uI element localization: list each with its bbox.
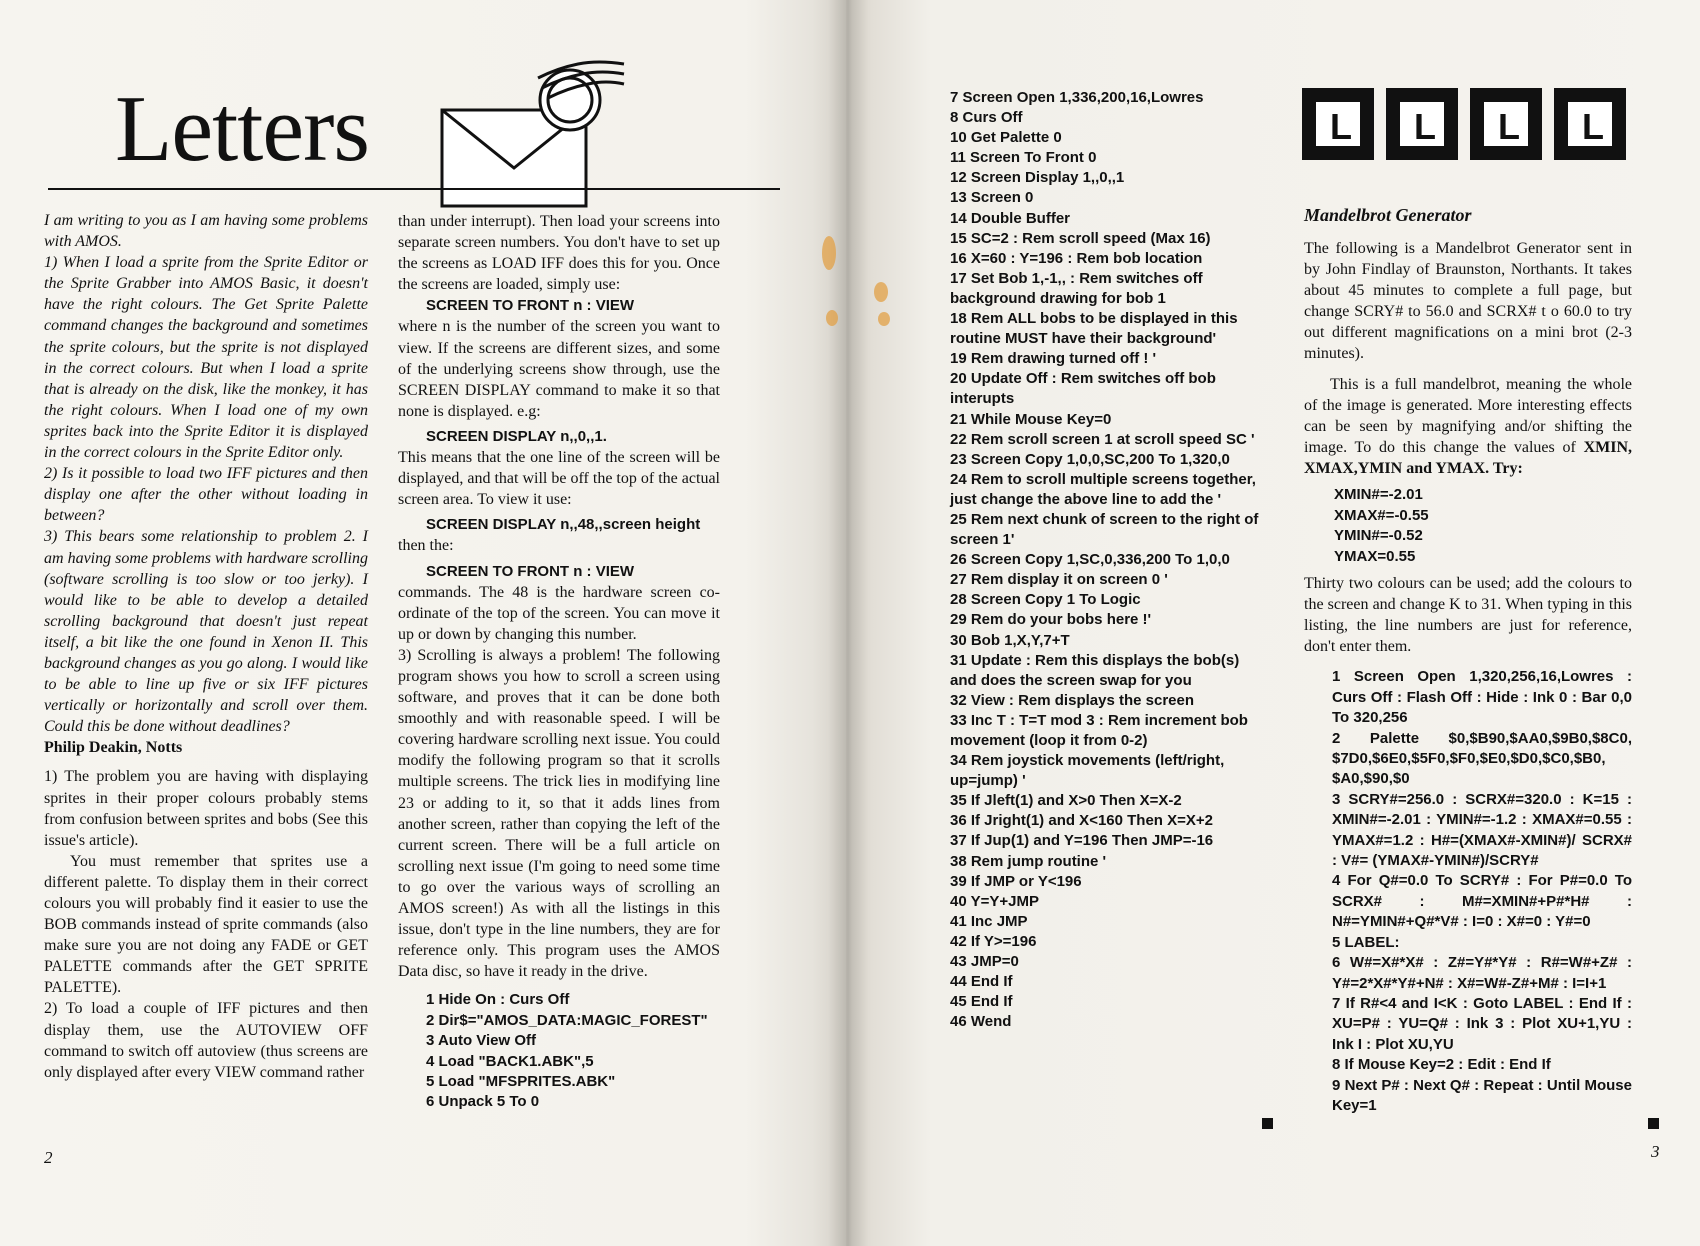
logo-letter: L xyxy=(1414,106,1436,147)
code-screen-display-2: SCREEN DISPLAY n,,48,,screen height xyxy=(426,516,701,534)
listing-line: 6 W#=X#*X# : Z#=Y#*Y# : R#=W#+Z# : Y#=2*X#*Y#+N# : X#=W#-Z#+M# : I=I+1 xyxy=(1332,954,1632,992)
listing-line: 11 Screen To Front 0 xyxy=(950,149,1097,167)
listing-line: 41 Inc JMP xyxy=(950,912,1028,930)
listing-line: 18 Rem ALL bobs to be displayed in this routine MUST have their background' xyxy=(950,310,1238,348)
listing-line: 3 SCRY#=256.0 : SCRX#=320.0 : K=15 : XMIN#=-2.01 : YMIN#=-1.2 : XMAX#=0.55 : YMAX#=1.2 : H#=(XMAX#-XMIN#)/ SCRX# : V#= (YMAX#-YMIN#)/SCRY# xyxy=(1332,790,1632,870)
code-screen-to-front-1: SCREEN TO FRONT n : VIEW xyxy=(426,297,635,315)
answer-3: 2) To load a couple of IFF pictures and then display them, use the AUTOVIEW OFF command to switch off autoview (thus screens are only displayed after every VIEW command rather xyxy=(44,1000,368,1081)
listing-line: 37 If Jup(1) and Y=196 Then JMP=-16 xyxy=(950,832,1214,850)
page-number-right: 3 xyxy=(1651,1142,1660,1161)
left-page xyxy=(0,0,846,1246)
listing-line: 7 If R#<4 and I<K : Goto LABEL : End If : XU=P# : YU=Q# : Ink 3 : Plot XU+1,YU : Ink I : Plot XU,YU xyxy=(1332,994,1632,1053)
code-screen-display-1: SCREEN DISPLAY n,,0,,1. xyxy=(426,427,607,445)
listing-line: 28 Screen Copy 1 To Logic xyxy=(950,591,1141,609)
logo-box xyxy=(1386,88,1458,160)
listing-line: 29 Rem do your bobs here !' xyxy=(950,611,1152,629)
mandel-paragraph-1: The following is a Mandelbrot Generator sent in by John Findlay of Braunston, Northants. It takes about 45 minutes to complete a full page, but change SCRY# to 56.0 and SCRX# t o 60.0 to try out different magnifications on a mini brot (2-3 minutes). xyxy=(1304,240,1632,363)
listing-line: 13 Screen 0 xyxy=(950,189,1034,207)
mandel-listing xyxy=(1304,667,1632,1116)
listing-line: 3 Auto View Off xyxy=(426,1032,537,1050)
listing-line: 2 Dir$="AMOS_DATA:MAGIC_FOREST" xyxy=(426,1011,708,1029)
letter-question-3: 3) This bears some relationship to problem 2. I am having some problems with hardware scrolling (software scrolling is too slow or too jerky). I would like to be able to develop a detailed scrolling background that doesn't just repeat itself, a bit like the one found in Xenon II. This background changes as you go along. I would like to be able to line up five or six IFF pictures vertically or horizontally and scroll over them. Could this be done without deadlines? xyxy=(44,528,368,736)
title-rule xyxy=(48,188,780,190)
listing-line: 23 Screen Copy 1,0,0,SC,200 To 1,320,0 xyxy=(950,450,1230,468)
stain xyxy=(874,282,888,302)
listing-line: 42 If Y>=196 xyxy=(950,932,1037,950)
listing-line: 12 Screen Display 1,,0,,1 xyxy=(950,169,1125,187)
listing-line: 25 Rem next chunk of screen to the right of screen 1' xyxy=(950,510,1259,549)
logo-box xyxy=(1470,88,1542,160)
listing-line: 22 Rem scroll screen 1 at scroll speed SC ' xyxy=(950,430,1255,448)
logo-box xyxy=(1302,88,1374,160)
listing-line: 7 Screen Open 1,336,200,16,Lowres xyxy=(950,89,1204,106)
logo-box xyxy=(1554,88,1626,160)
listing-line: 10 Get Palette 0 xyxy=(950,129,1062,147)
letters-column-2 xyxy=(398,211,720,1113)
listing-line: 38 Rem jump routine ' xyxy=(950,852,1107,870)
page-number-left: 2 xyxy=(44,1148,53,1167)
listing-line: 35 If Jleft(1) and X>0 Then X=X-2 xyxy=(950,792,1182,810)
listing-line: 5 Load "MFSPRITES.ABK" xyxy=(426,1073,616,1090)
listing-line: 20 Update Off : Rem switches off bob interupts xyxy=(950,370,1216,408)
value-line: YMAX=0.55 xyxy=(1334,547,1416,565)
value-line: YMIN#=-0.52 xyxy=(1334,527,1423,545)
mandel-values xyxy=(1304,485,1632,567)
letter-signature: Philip Deakin, Notts xyxy=(44,739,183,757)
letter-intro: I am writing to you as I am having some problems with AMOS. xyxy=(44,212,368,251)
listing-line: 17 Set Bob 1,-1,, : Rem switches off background drawing for bob 1 xyxy=(950,269,1203,307)
logo-letter: L xyxy=(1330,106,1352,147)
col2-paragraph-2: where n is the number of the screen you want to view. If the screens are different sizes, and some of the underlying screens show through, use the SCREEN DISPLAY command to make it so that none is displayed. e.g: xyxy=(398,318,720,420)
page-title: Letters xyxy=(115,77,369,181)
col2-paragraph-3: This means that the one line of the screen will be displayed, and that will be off the top of the actual screen area. To view it use: xyxy=(398,449,720,509)
listing-line: 15 SC=2 : Rem scroll speed (Max 16) xyxy=(950,229,1211,247)
listing-line: 26 Screen Copy 1,SC,0,336,200 To 1,0,0 xyxy=(950,551,1230,569)
listing-line: 36 If Jright(1) and X<160 Then X=X+2 xyxy=(950,812,1214,830)
listing-line: 34 Rem joystick movements (left/right, up=jump) ' xyxy=(950,752,1225,790)
value-line: XMIN#=-2.01 xyxy=(1334,486,1423,504)
listing-line: 27 Rem display it on screen 0 ' xyxy=(950,571,1168,589)
listing-line: 40 Y=Y+JMP xyxy=(950,892,1039,910)
listing-line: 32 View : Rem displays the screen xyxy=(950,691,1195,709)
listing-line: 2 Palette $0,$B90,$AA0,$9B0,$8C0, $7D0,$6E0,$5F0,$F0,$E0,$D0,$C0,$B0, $A0,$90,$0 xyxy=(1332,729,1632,788)
listing-line: 8 If Mouse Key=2 : Edit : End If xyxy=(1332,1056,1551,1074)
section-heading: Mandelbrot Generator xyxy=(1304,205,1472,225)
listing-line: 14 Double Buffer xyxy=(950,209,1071,227)
listing-line: 44 End If xyxy=(950,973,1013,991)
envelope-icon xyxy=(438,58,628,208)
stain xyxy=(822,236,836,270)
listing-line: 19 Rem drawing turned off ! ' xyxy=(950,350,1157,368)
listing-line: 9 Next P# : Next Q# : Repeat : Until Mouse Key=1 xyxy=(1332,1076,1632,1114)
listing-line: 24 Rem to scroll multiple screens together, just change the above line to add the ' xyxy=(950,470,1256,508)
mandel-vars: XMIN, XMAX,YMIN and YMAX. Try: xyxy=(1304,438,1633,477)
listing-line: 1 Hide On : Curs Off xyxy=(426,991,570,1009)
gutter-shadow xyxy=(828,0,868,1246)
stain xyxy=(878,312,890,326)
listing-line: 21 While Mouse Key=0 xyxy=(950,410,1112,428)
listing-line: 46 Wend xyxy=(950,1013,1012,1031)
listing-line: 45 End If xyxy=(950,993,1013,1011)
mandel-paragraph-2: This is a full mandelbrot, meaning the whole of the image is generated. More interesting effects can be seen by magnifying and/or shifting the image. To do this change the values of XMIN, XMAX,YMIN and YMAX. Try: xyxy=(1304,375,1633,477)
listing-line: 5 LABEL: xyxy=(1332,933,1400,951)
end-mark xyxy=(1648,1118,1659,1129)
listing-line: 4 Load "BACK1.ABK",5 xyxy=(426,1052,594,1070)
letters-column-1 xyxy=(44,210,368,1083)
listing-line: 4 For Q#=0.0 To SCRY# : For P#=0.0 To SCRX# : M#=XMIN#+P#*H# : N#=YMIN#+Q#*V# : I=0 : X#=0 : Y#=0 xyxy=(1332,872,1632,931)
listing-line: 6 Unpack 5 To 0 xyxy=(426,1093,540,1111)
listing-line: 39 If JMP or Y<196 xyxy=(950,872,1082,890)
answer-2: You must remember that sprites use a different palette. To display them in their correct colours you will probably find it easier to use the BOB commands instead of sprite commands (also make sure you are not doing any FADE or GET PALETTE commands after the GET SPRITE PALETTE). xyxy=(44,852,368,997)
mandel-paragraph-3: Thirty two colours can be used; add the colours to the screen and change K to 31. When typing in this listing, the line numbers are just for reference, don't enter them. xyxy=(1304,575,1632,656)
col2-paragraph-4: then the: xyxy=(398,537,454,555)
col2-paragraph-1: than under interrupt). Then load your screens into separate screen numbers. You don't have to set up the screens as LOAD IFF does this for you. Once the screens are loaded, simply use: xyxy=(398,213,720,294)
listing-line: 8 Curs Off xyxy=(950,109,1023,127)
letter-question-1: 1) When I load a sprite from the Sprite Editor or the Sprite Grabber into AMOS Basic, it doesn't have the right colours. The Get Sprite Palette command changes the background and sometimes the sprite colours, but the sprite is not displayed in the correct colours. But when I load a sprite that is already on the disk, like the monkey, it has the right colours. When I load one of my own sprites back into the Sprite Editor it is displayed in the correct colours in the Sprite Editor only. xyxy=(44,254,368,462)
listing-line: 30 Bob 1,X,Y,7+T xyxy=(950,631,1070,649)
listing-line: 31 Update : Rem this displays the bob(s) and does the screen swap for you xyxy=(950,651,1240,689)
listing-line: 43 JMP=0 xyxy=(950,953,1019,971)
end-mark xyxy=(1262,1118,1273,1129)
value-line: XMAX#=-0.55 xyxy=(1334,506,1429,524)
logo-letter: L xyxy=(1582,106,1604,147)
letter-question-2: 2) Is it possible to load two IFF pictures and then display one after the other without loading in between? xyxy=(44,465,368,525)
listing-continued xyxy=(950,88,1270,1032)
stain xyxy=(826,310,838,326)
listing-line: 16 X=60 : Y=196 : Rem bob location xyxy=(950,249,1203,267)
col2-paragraph-6: 3) Scrolling is always a problem! The following program shows you how to scroll a screen using software, and proves that it can be done both smoothly and with reasonable speed. I will be covering hardware scrolling next issue. You could modify the following program so that it scrolls multiple screens. The trick lies in modifying line 23 or adding to it, so that it adds lines from another screen, rather than copying the left of the current screen. There will be a full article on scrolling next issue (I'm going to need some time to go over the various ways of scrolling an AMOS screen!) As with all the listings in this issue, don't type in the line numbers, they are for reference only. This program uses the AMOS Data disc, so have it ready in the drive. xyxy=(398,646,720,981)
listing-start xyxy=(398,990,720,1112)
listing-line: 1 Screen Open 1,320,256,16,Lowres : Curs Off : Flash Off : Hide : Ink 0 : Bar 0,0 To 320,256 xyxy=(1332,668,1632,727)
mandelbrot-column xyxy=(1304,238,1632,1116)
answer-1: 1) The problem you are having with displaying sprites in their proper colours probably stems from confusion between sprites and bobs (See this issue's article). xyxy=(44,768,368,849)
logo-letter: L xyxy=(1498,106,1520,147)
col2-paragraph-5: commands. The 48 is the hardware screen co-ordinate of the top of the screen. You can move it up or down by changing this number. xyxy=(398,583,720,643)
listing-line: 33 Inc T : T=T mod 3 : Rem increment bob movement (loop it from 0-2) xyxy=(950,711,1248,749)
code-screen-to-front-2: SCREEN TO FRONT n : VIEW xyxy=(426,562,635,580)
